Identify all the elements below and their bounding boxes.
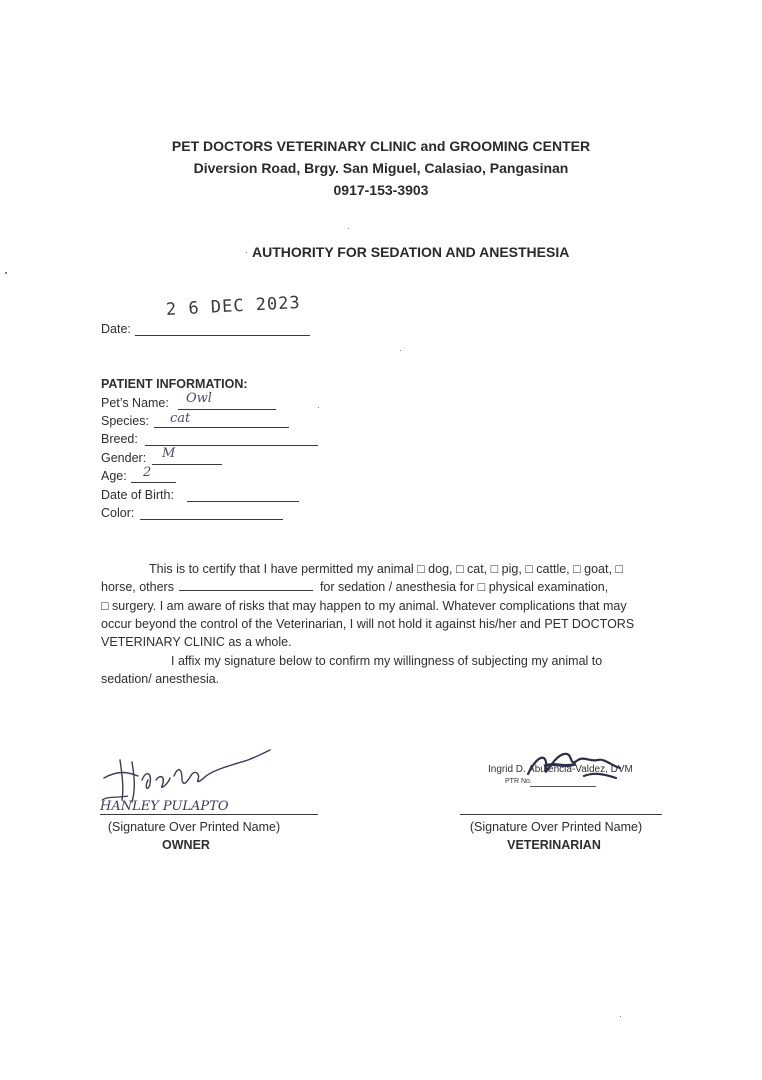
body-line-2b: for sedation / anesthesia for □ physical examination,	[319, 580, 609, 594]
body-line-2a: horse, others	[101, 580, 174, 594]
body-line-3: □ surgery. I am aware of risks that may happen to my animal. Whatever complications that may	[101, 599, 627, 613]
vet-stamp-ptr: PTR No.	[505, 778, 532, 785]
vet-signature	[524, 744, 632, 788]
age-label: Age:	[101, 469, 127, 483]
body-line-2	[101, 578, 693, 597]
clinic-name: PET DOCTORS VETERINARY CLINIC and GROOMING CENTER	[171, 138, 591, 154]
body-line-1: This is to certify that I have permitted my animal □ dog, □ cat, □ pig, □ cattle, □ goat, □	[149, 562, 623, 576]
body-line-6: I affix my signature below to confirm my willingness of subjecting my animal to	[171, 654, 603, 668]
owner-signature-line	[100, 814, 318, 815]
dob-underline	[187, 501, 299, 502]
scan-speck	[620, 1016, 621, 1017]
age-underline	[131, 482, 176, 483]
owner-printed-name: HANLEY PULAPTO	[100, 799, 229, 814]
pets-name-underline	[178, 409, 276, 410]
species-label: Species:	[101, 414, 149, 428]
body-line-7: sedation/ anesthesia.	[101, 672, 220, 686]
scan-speck	[318, 407, 319, 408]
gender-label: Gender:	[101, 451, 147, 465]
scan-speck	[5, 272, 7, 274]
scan-speck	[348, 228, 349, 229]
date-stamp-value: 2 6 DEC 2023	[165, 292, 302, 320]
species-value: cat	[170, 411, 191, 426]
pets-name-label: Pet’s Name:	[101, 396, 169, 410]
gender-value: M	[162, 446, 176, 461]
color-underline	[140, 519, 283, 520]
date-label: Date:	[101, 322, 131, 336]
color-label: Color:	[101, 506, 135, 520]
breed-label: Breed:	[101, 432, 138, 446]
clinic-address: Diversion Road, Brgy. San Miguel, Calasiao, Pangasinan	[193, 160, 569, 176]
body-line-5: VETERINARY CLINIC as a whole.	[101, 635, 292, 649]
vet-stamp-name: Ingrid D. Abulencia-Valdez, DVM	[488, 764, 633, 775]
dob-label: Date of Birth:	[101, 488, 174, 502]
patient-info-heading: PATIENT INFORMATION:	[101, 377, 248, 391]
species-underline	[154, 427, 289, 428]
owner-caption: (Signature Over Printed Name)	[107, 820, 281, 834]
pets-name-value: Owl	[186, 391, 212, 406]
owner-signature	[98, 740, 288, 818]
date-underline	[135, 335, 310, 336]
form-title: AUTHORITY FOR SEDATION AND ANESTHESIA	[252, 244, 570, 260]
clinic-phone: 0917-153-3903	[333, 182, 429, 198]
scan-speck	[400, 350, 401, 351]
gender-underline	[152, 464, 222, 465]
body-line-4: occur beyond the control of the Veterinarian, I will not hold it against his/her and PET DOCTORS	[101, 617, 635, 631]
vet-role: VETERINARIAN	[507, 838, 601, 852]
vet-caption: (Signature Over Printed Name)	[469, 820, 643, 834]
owner-role: OWNER	[162, 838, 210, 852]
age-value: 2	[143, 465, 152, 480]
others-underline	[179, 579, 313, 591]
vet-signature-line	[460, 814, 662, 815]
scan-speck	[246, 252, 247, 253]
